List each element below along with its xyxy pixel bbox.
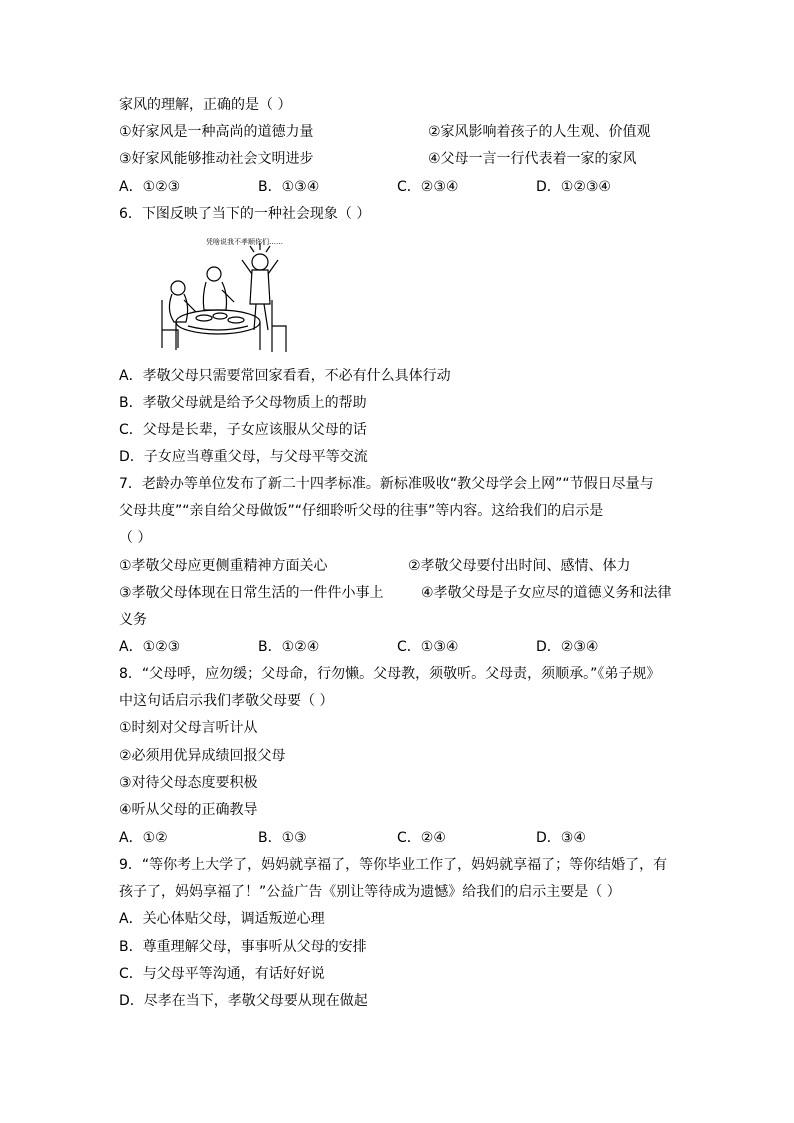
q8-option-b: B．①③ [258, 830, 307, 846]
q5-option-a: A．①②③ [119, 179, 181, 195]
q8-statement-4: ④听从父母的正确教导 [119, 802, 258, 818]
q5-statement-2: ②家风影响着孩子的人生观、价值观 [428, 124, 651, 140]
q9-option-b: B．尊重理解父母，事事听从父母的安排 [119, 939, 367, 955]
q8-stem-line-2: 中这句话启示我们孝敬父母要（ ） [119, 693, 334, 709]
q7-option-c: C．①③④ [397, 639, 459, 655]
q7-option-b: B．①②④ [258, 639, 320, 655]
q8-option-d: D．③④ [536, 830, 586, 846]
q5-statement-4: ④父母一言一行代表着一家的家风 [428, 151, 637, 167]
q8-statement-3: ③对待父母态度要积极 [119, 775, 258, 791]
q6-option-d: D．子女应当尊重父母，与父母平等交流 [119, 449, 368, 465]
q7-stem-line-2: 父母共度”“亲自给父母做饭”“仔细聆听父母的往事”等内容。这给我们的启示是 [119, 503, 604, 519]
q7-option-a: A．①②③ [119, 639, 181, 655]
q9-stem-line-2: 孩子了，妈妈享福了！”公益广告《别让等待成为遗憾》给我们的启示主要是（ ） [119, 884, 621, 900]
q7-statement-4-continued: 义务 [119, 612, 147, 628]
q6-option-c: C．父母是长辈，子女应该服从父母的话 [119, 422, 367, 438]
q7-statement-1: ①孝敬父母应更侧重精神方面关心 [119, 558, 328, 574]
q6-option-b: B．孝敬父母就是给予父母物质上的帮助 [119, 395, 367, 411]
q8-option-a: A．①② [119, 830, 168, 846]
q7-option-d: D．②③④ [536, 639, 599, 655]
q9-option-d: D．尽孝在当下，孝敬父母要从现在做起 [119, 993, 368, 1009]
q5-statement-3: ③好家风能够推动社会文明进步 [119, 151, 314, 167]
q7-statement-4: ④孝敬父母是子女应尽的道德义务和法律 [421, 585, 672, 601]
cartoon-illustration [156, 230, 292, 358]
q8-option-c: C．②④ [397, 830, 446, 846]
q8-statement-2: ②必须用优异成绩回报父母 [119, 748, 286, 764]
q7-stem-line-3: （ ） [119, 530, 152, 546]
q8-stem-line-1: 8．“父母呼，应勿缓；父母命，行勿懒。父母教，须敬听。父母责，须顺承。”《弟子规》 [119, 666, 661, 682]
q8-statement-1: ①时刻对父母言听计从 [119, 720, 258, 736]
q7-stem-line-1: 7．老龄办等单位发布了新二十四孝标准。新标准吸收“教父母学会上网”“节假日尽量与 [119, 476, 654, 492]
q7-statement-3: ③孝敬父母体现在日常生活的一件件小事上 [119, 585, 384, 601]
q9-option-c: C．与父母平等沟通，有话好好说 [119, 966, 325, 982]
q5-option-c: C．②③④ [397, 179, 459, 195]
cartoon-caption: 凭啥说我不孝顺你们…… [206, 238, 283, 246]
q9-stem-line-1: 9．“等你考上大学了，妈妈就享福了，等你毕业工作了，妈妈就享福了；等你结婚了，有 [119, 857, 668, 873]
q5-option-b: B．①③④ [258, 179, 320, 195]
q9-option-a: A．关心体贴父母，调适叛逆心理 [119, 911, 325, 927]
q6-option-a: A．孝敬父母只需要常回家看看，不必有什么具体行动 [119, 368, 451, 384]
q7-statement-2: ②孝敬父母要付出时间、感情、体力 [408, 558, 631, 574]
q5-statement-1: ①好家风是一种高尚的道德力量 [119, 124, 314, 140]
q5-option-d: D．①②③④ [536, 179, 611, 195]
q6-stem: 6．下图反映了当下的一种社会现象（ ） [119, 206, 371, 222]
q5-stem-tail: 家风的理解，正确的是（ ） [119, 97, 292, 113]
